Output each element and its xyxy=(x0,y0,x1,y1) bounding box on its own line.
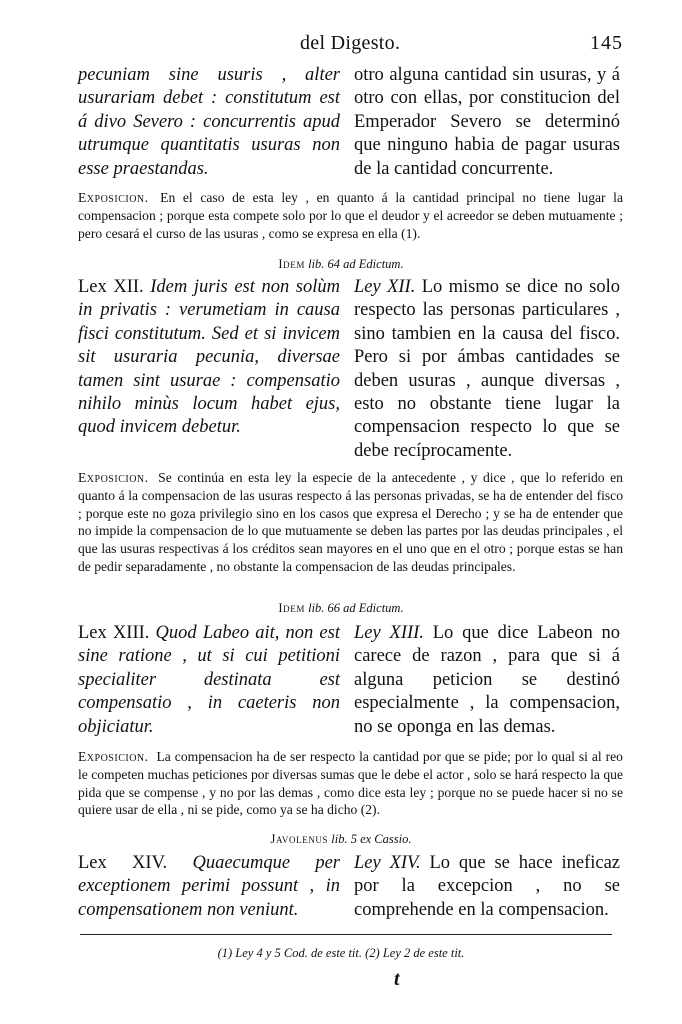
latin-column xyxy=(78,852,340,922)
exposicion-label: Exposicion. xyxy=(78,749,149,764)
source-ref: lib. 5 ex Cassio. xyxy=(331,832,412,846)
running-head xyxy=(0,30,682,54)
latin-text: Quod Labeo ait, non est sine ratione , ut si cui petitioni specialiter destinata est compensatio , in caeteris non objiciatur. xyxy=(78,623,340,737)
exposicion-text: Se continúa en esta ley la especie de la antecedente , y dice , que lo referido en quanto á la compensacion de las usuras respecto á las personas privadas, se ha de entender del fisco ; porque este no goza privilegio sino en los casos que expresa el Derecho ; y se ha de entender que no impide la compensacion de lo que mutuamente se deben las partes por las deudas principales , el que las usuras respectivas á los créditos sean mayores en el uno que en el otro ; porque estas se han de pedir separadamente , no obstante la compensacion de las deudas principales. xyxy=(78,470,623,574)
exposicion-label: Exposicion. xyxy=(78,190,149,205)
page-number: 145 xyxy=(590,32,623,54)
source-citation-3 xyxy=(0,601,682,616)
spanish-column xyxy=(354,852,620,922)
spanish-column xyxy=(354,64,620,181)
exposicion-text: La compensacion ha de ser respecto la cantidad por que se pide; por lo qual si al reo le competen muchas peticiones por diversas sumas que le debe el actor , solo se hará respecto la que pida que se compense , y no por las demas , como dice esta ley ; porque no se puede hacer si no se quiere usar de ella , ni se pide, como ya se ha dicho (2). xyxy=(78,749,623,818)
source-author: Idem xyxy=(278,257,305,271)
latin-text: Quaecumque per exceptionem perimi possunt , in compensationem non veniunt. xyxy=(78,853,340,920)
latin-column xyxy=(78,64,340,181)
latin-text: Idem juris est non solùm in privatis : verumetiam in causa fisci constitutum. Sed et si invicem sit usuraria pecunia, diversae tamen sint usurae : compensatio nihilo minùs locum habet ejus, quod invicem debetur. xyxy=(78,277,340,438)
spanish-heading: Ley XII. xyxy=(354,277,416,297)
latin-heading: Lex XII. xyxy=(78,277,144,297)
running-title: del Digesto. xyxy=(300,32,401,54)
spanish-column xyxy=(354,276,620,463)
spanish-text: Lo mismo se dice no solo respecto las personas particulares , sino tambien en la causa del fisco. Pero si por ámbas cantidades se deben usuras , aunque diversas , esto no obstante tiene lugar la compensacion respecto lo que se debe recíprocamente. xyxy=(354,277,621,461)
exposicion-1 xyxy=(78,189,623,242)
exposicion-text: En el caso de esta ley , en quanto á la cantidad principal no tiene lugar la compensacion ; porque esta compete solo por lo que el deudor y el acreedor se deben mutuamente ; pero cesará el curso de las usuras , como se expresa en ella (1). xyxy=(78,190,623,241)
spanish-text: Lo que se hace ineficaz por la excepcion , no se comprehende en la compensacion. xyxy=(354,853,621,920)
source-citation-2 xyxy=(0,257,682,272)
latin-column xyxy=(78,276,340,440)
latin-heading: Lex XIV. xyxy=(78,853,168,873)
exposicion-2 xyxy=(78,469,623,576)
latin-column xyxy=(78,622,340,739)
spanish-column xyxy=(354,622,620,739)
latin-heading: Lex XIII. xyxy=(78,623,150,643)
source-ref: lib. 64 ad Edictum. xyxy=(308,257,404,271)
source-author: Javolenus xyxy=(270,832,329,846)
exposicion-label: Exposicion. xyxy=(78,470,149,485)
spanish-heading: Ley XIV. xyxy=(354,853,421,873)
footnote-rule xyxy=(80,934,612,935)
spanish-text: Lo que dice Labeon no carece de razon , para que si á alguna peticion se destinó especialmente , la compensacion, no se oponga en las demas. xyxy=(354,623,621,737)
footnotes: (1) Ley 4 y 5 Cod. de este tit. (2) Ley 2 de este tit. xyxy=(217,946,465,960)
latin-text: pecuniam sine usuris , alter usurariam debet : constitutum est á divo Severo : concurrentis apud utrumque quantitatis usuras non esse praestandas. xyxy=(78,65,340,179)
exposicion-3 xyxy=(78,748,623,819)
spanish-heading: Ley XIII. xyxy=(354,623,424,643)
source-author: Idem xyxy=(278,601,305,615)
signature-mark: t xyxy=(394,968,400,990)
source-citation-4 xyxy=(0,832,682,847)
spanish-text: otro alguna cantidad sin usuras, y á otro con ellas, por constitucion del Emperador Severo se determinó que ninguno habia de pagar usuras de la cantidad concurrente. xyxy=(354,65,620,179)
source-ref: lib. 66 ad Edictum. xyxy=(308,601,404,615)
